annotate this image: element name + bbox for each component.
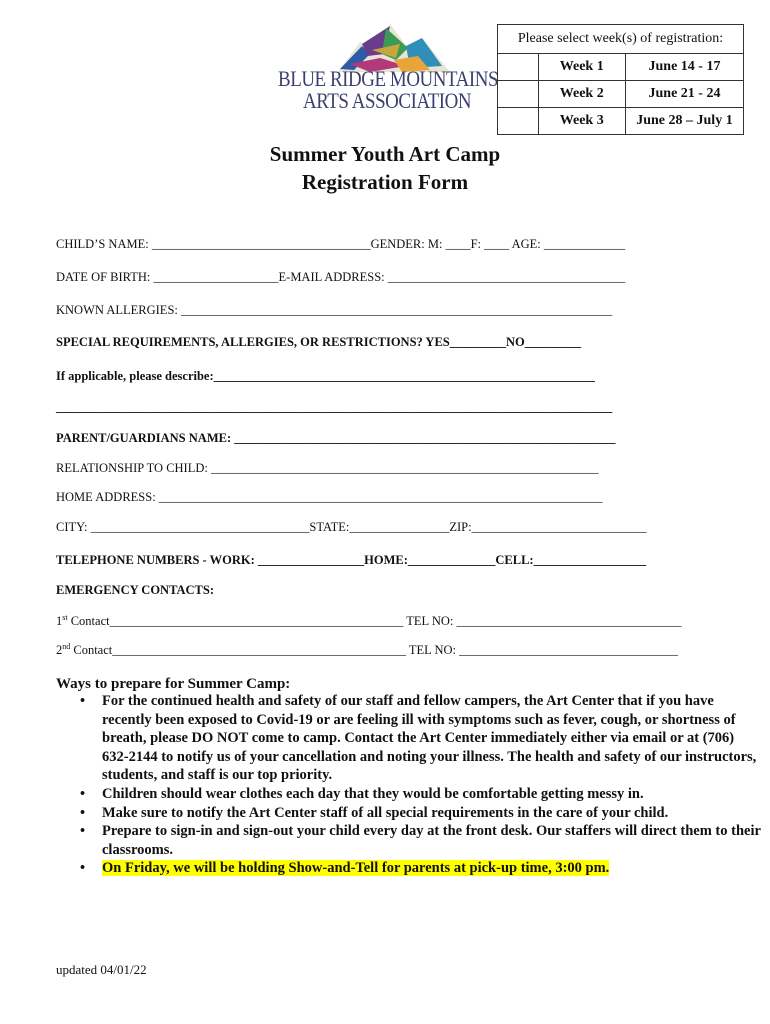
list-item: • For the continued health and safety of our staff and fellow campers, the Art Center that if you have recently been exposed to Covid-19 or are feeling ill with symptoms such as fever, cough, or shortness of breath, please DO NOT come to camp. Contact the Art Center immediately either via email or at (706) 632-2144 to notify us of your cancellation and noting your illness. The health and safety of our instructors, students, and staff is our top priority. (102, 692, 762, 785)
list-item: • Make sure to notify the Art Center staff of all special requirements in the care of your child. (102, 804, 762, 823)
week-label: Week 2 (538, 81, 625, 108)
home-address-field[interactable]: HOME ADDRESS: _______________________________________________________________________ (56, 490, 603, 504)
week-2-checkbox[interactable] (498, 81, 539, 108)
contact-2-field[interactable] (56, 642, 678, 658)
ways-list (56, 692, 762, 878)
logo-text-line2: ARTS ASSOCIATION (303, 88, 472, 113)
list-item: • Children should wear clothes each day that they would be comfortable getting messy in. (102, 785, 762, 804)
ways-heading: Ways to prepare for Summer Camp: (56, 676, 291, 692)
dob-email-field[interactable]: DATE OF BIRTH: ____________________E-MAIL ADDRESS: ______________________________________ (56, 270, 626, 284)
describe-line-field[interactable]: _________________________________________________________________________________________ (56, 400, 613, 414)
contact-1-suffix: st (62, 613, 68, 622)
emergency-contacts-heading: EMERGENCY CONTACTS: (56, 583, 214, 597)
child-name-field[interactable]: CHILD’S NAME: ___________________________________GENDER: M: ____F: ____ AGE: _____________ (56, 237, 626, 251)
city-state-zip-field[interactable]: CITY: ___________________________________STATE:________________ZIP:____________________________ (56, 520, 647, 534)
week-dates: June 21 - 24 (625, 81, 743, 108)
week-1-checkbox[interactable] (498, 54, 539, 81)
mountains-logo-icon (310, 14, 460, 74)
form-title: Summer Youth Art Camp (269, 142, 501, 166)
week-dates: June 28 – July 1 (625, 108, 743, 135)
special-requirements-field[interactable]: SPECIAL REQUIREMENTS, ALLERGIES, OR RESTRICTIONS? YES_________NO_________ (56, 335, 581, 349)
telephone-field[interactable]: TELEPHONE NUMBERS - WORK: _________________HOME:______________CELL:__________________ (56, 553, 647, 567)
known-allergies-field[interactable]: KNOWN ALLERGIES: _____________________________________________________________________ (56, 303, 613, 317)
organization-logo (270, 14, 499, 124)
parent-name-field[interactable]: PARENT/GUARDIANS NAME: _____________________________________________________________ (56, 431, 616, 445)
logo-text-line1: BLUE RIDGE MOUNTAINS (278, 66, 499, 91)
week-3-checkbox[interactable] (498, 108, 539, 135)
week-table-header: Please select week(s) of registration: (498, 25, 744, 54)
list-item: • Prepare to sign-in and sign-out your child every day at the front desk. Our staffers will direct them to their classrooms. (102, 822, 762, 859)
relationship-field[interactable]: RELATIONSHIP TO CHILD: ______________________________________________________________ (56, 461, 599, 475)
contact-1-number: 1 (56, 614, 63, 629)
week-row (498, 81, 744, 108)
describe-field[interactable]: If applicable, please describe:_____________________________________________________________ (56, 369, 595, 383)
week-label: Week 1 (538, 54, 625, 81)
week-dates: June 14 - 17 (625, 54, 743, 81)
week-label: Week 3 (538, 108, 625, 135)
list-item-highlighted (102, 859, 762, 878)
week-row (498, 54, 744, 81)
contact-2-text: Contact_______________________________________________ TEL NO: ___________________________________ (70, 643, 678, 658)
highlighted-text: On Friday, we will be holding Show-and-Tell for parents at pick-up time, 3:00 pm. (102, 860, 610, 877)
week-row (498, 108, 744, 135)
contact-1-field[interactable] (56, 613, 681, 629)
updated-date: updated 04/01/22 (56, 962, 147, 977)
contact-1-text: Contact_______________________________________________ TEL NO: ____________________________________ (67, 614, 682, 629)
week-selection-table (497, 24, 744, 135)
contact-2-number: 2 (56, 643, 63, 658)
contact-2-suffix: nd (62, 642, 71, 651)
form-subtitle: Registration Form (301, 170, 469, 194)
